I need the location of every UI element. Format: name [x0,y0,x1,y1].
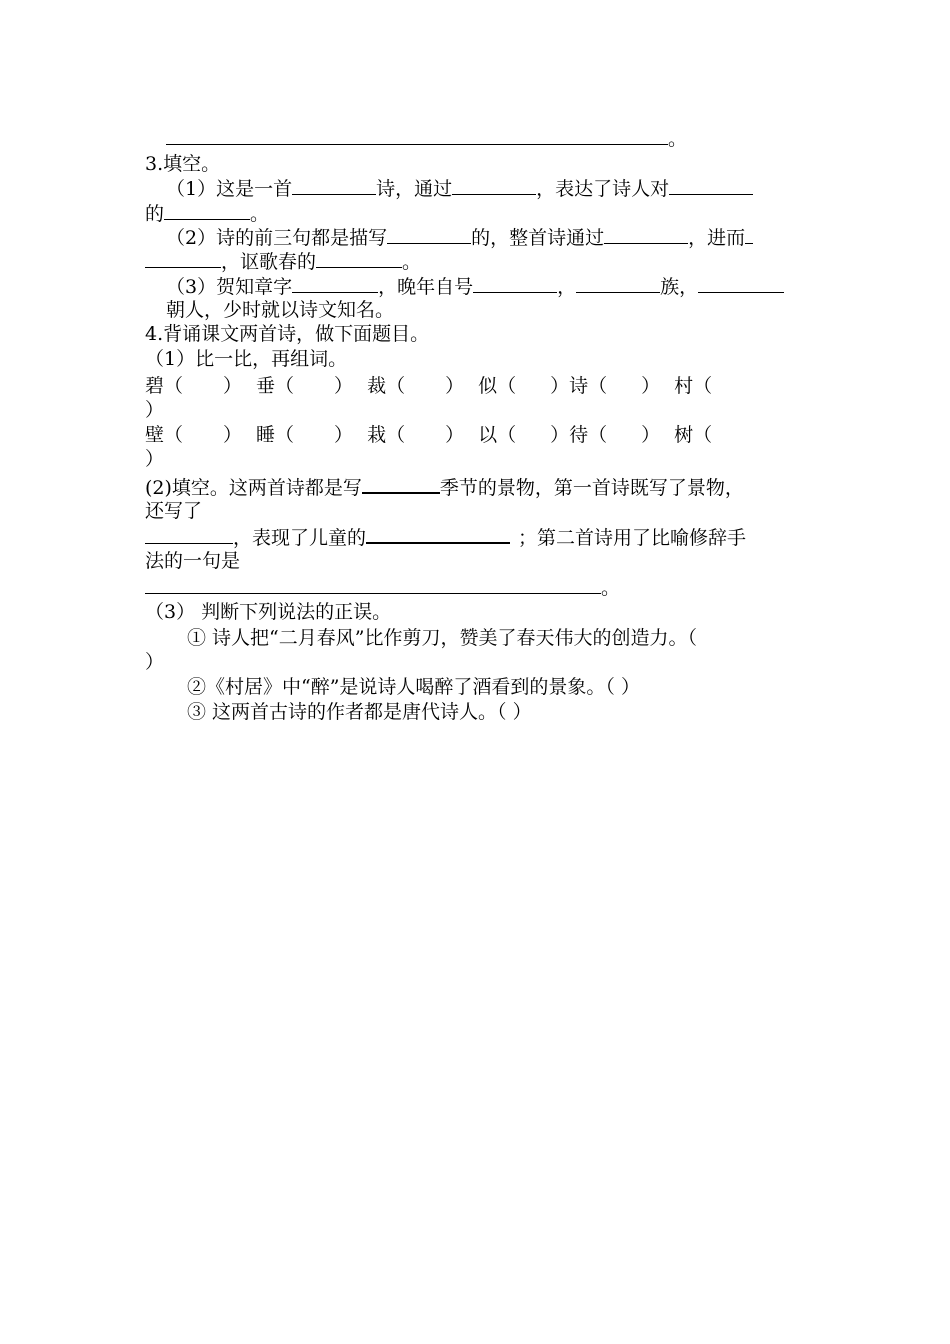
judge-item-1: ① 诗人把“二月春风”比作剪刀，赞美了春天伟大的创造力。（ [187,627,697,649]
judge-item-2[interactable]: ②《村居》中“醉”是说诗人喝醉了酒看到的景象。（ ） [187,676,640,698]
q3-p1-blank2[interactable] [452,176,536,195]
paren-close: ） [550,375,570,397]
q3-p1-text-a: （1）这是一首 [166,178,293,200]
char-cell: 垂（ [256,375,295,397]
q4-sub2-text-e: ；第二首诗用了比喻修辞手 [518,527,747,549]
q3-p1-text-c: ，表达了诗人对 [536,178,670,200]
q3-p3-blank4[interactable] [698,274,784,293]
q3-part2-line1 [166,225,753,250]
char-cell: 诗（ [569,375,608,397]
compare-row-2-end: ） [145,448,165,470]
q3-part1-line1 [166,176,753,201]
q3-p2-blank3b[interactable] [145,249,221,268]
q4-sub2-line5 [145,575,620,600]
metaphor-blank[interactable] [145,575,601,594]
q3-p2-text-d: ，讴歌春的 [221,251,317,273]
compare-row-1-end: ） [145,399,165,421]
q3-p3-text-a: （3）贺知章字 [166,276,293,298]
q3-p2-blank4[interactable] [316,249,402,268]
char-cell: 村（ [674,375,713,397]
char-cell: 待（ [569,424,608,446]
q3-p2-blank2[interactable] [604,225,688,244]
char-cell: 似（ [478,375,517,397]
scene-blank[interactable] [145,525,233,544]
paren-close: ） [641,424,661,446]
q3-title: 3.填空。 [145,153,221,175]
paren-close: ） [334,375,354,397]
paren-close: ） [550,424,570,446]
q4-sub2-text-b: 季节的景物，第一首诗既写了景物， [439,477,744,499]
char-cell: 以（ [478,424,517,446]
q4-sub2-text-d: ，表现了儿童的 [233,527,367,549]
period: 。 [601,577,621,599]
paren-close: ） [445,375,465,397]
char-cell: 栽（ [367,424,406,446]
q3-p1-text-d: 的 [145,203,165,225]
compare-row-2 [145,423,712,447]
q3-p1-text-b: 诗，通过 [376,178,453,200]
answer-line-row [166,126,687,151]
q3-p1-blank1[interactable] [292,176,376,195]
paren-close: ） [334,424,354,446]
judge-item-1-end[interactable]: ） [145,651,165,673]
char-cell: 壁（ [145,424,184,446]
q3-p2-text-e: 。 [402,251,422,273]
q3-p2-blank3a[interactable] [745,225,753,244]
q3-p2-text-b: 的，整首诗通过 [471,227,605,249]
q3-p3-blank3[interactable] [576,274,660,293]
q3-p3-blank1[interactable] [292,274,378,293]
period: 。 [668,128,688,150]
season-blank[interactable] [362,474,440,494]
char-cell: 碧（ [145,375,184,397]
q3-p3-blank2[interactable] [473,274,557,293]
compare-row-1 [145,374,712,398]
q3-p1-blank3[interactable] [669,176,753,195]
judge-item-3[interactable]: ③ 这两首古诗的作者都是唐代诗人。（ ） [187,701,532,723]
q3-part1-line2 [145,201,269,226]
q3-p2-text-a: （2）诗的前三句都是描写 [166,227,388,249]
q3-p2-text-c: ，进而 [688,227,746,249]
answer-blank[interactable] [166,126,668,145]
paren-close: ） [223,375,243,397]
children-blank[interactable] [366,524,510,544]
q4-sub1: （1）比一比，再组词。 [145,348,348,370]
char-cell: 睡（ [256,424,295,446]
q3-p3-text-c: ， [557,276,577,298]
q3-part3-line1 [166,274,784,299]
q4-sub2-text-a: (2)填空。这两首诗都是写 [145,477,362,499]
q3-part3-line2: 朝人，少时就以诗文知名。 [166,299,395,321]
q3-part2-line2 [145,249,421,274]
q4-sub2-line3 [145,524,746,550]
q3-p2-blank1[interactable] [387,225,471,244]
q4-sub2-line2: 还写了 [145,500,203,522]
q3-p3-text-b: ，晚年自号 [378,276,474,298]
q3-p1-text-e: 。 [250,203,270,225]
q4-title: 4.背诵课文两首诗，做下面题目。 [145,323,430,345]
q4-sub3: （3） 判断下列说法的正误。 [145,601,392,623]
paren-close: ） [223,424,243,446]
char-cell: 树（ [674,424,713,446]
q4-sub2-line4: 法的一句是 [145,550,241,572]
q4-sub2-line1 [145,474,744,500]
q3-p1-blank4[interactable] [164,201,250,220]
paren-close: ） [641,375,661,397]
char-cell: 裁（ [367,375,406,397]
paren-close: ） [445,424,465,446]
q3-p3-text-d: 族， [660,276,699,298]
